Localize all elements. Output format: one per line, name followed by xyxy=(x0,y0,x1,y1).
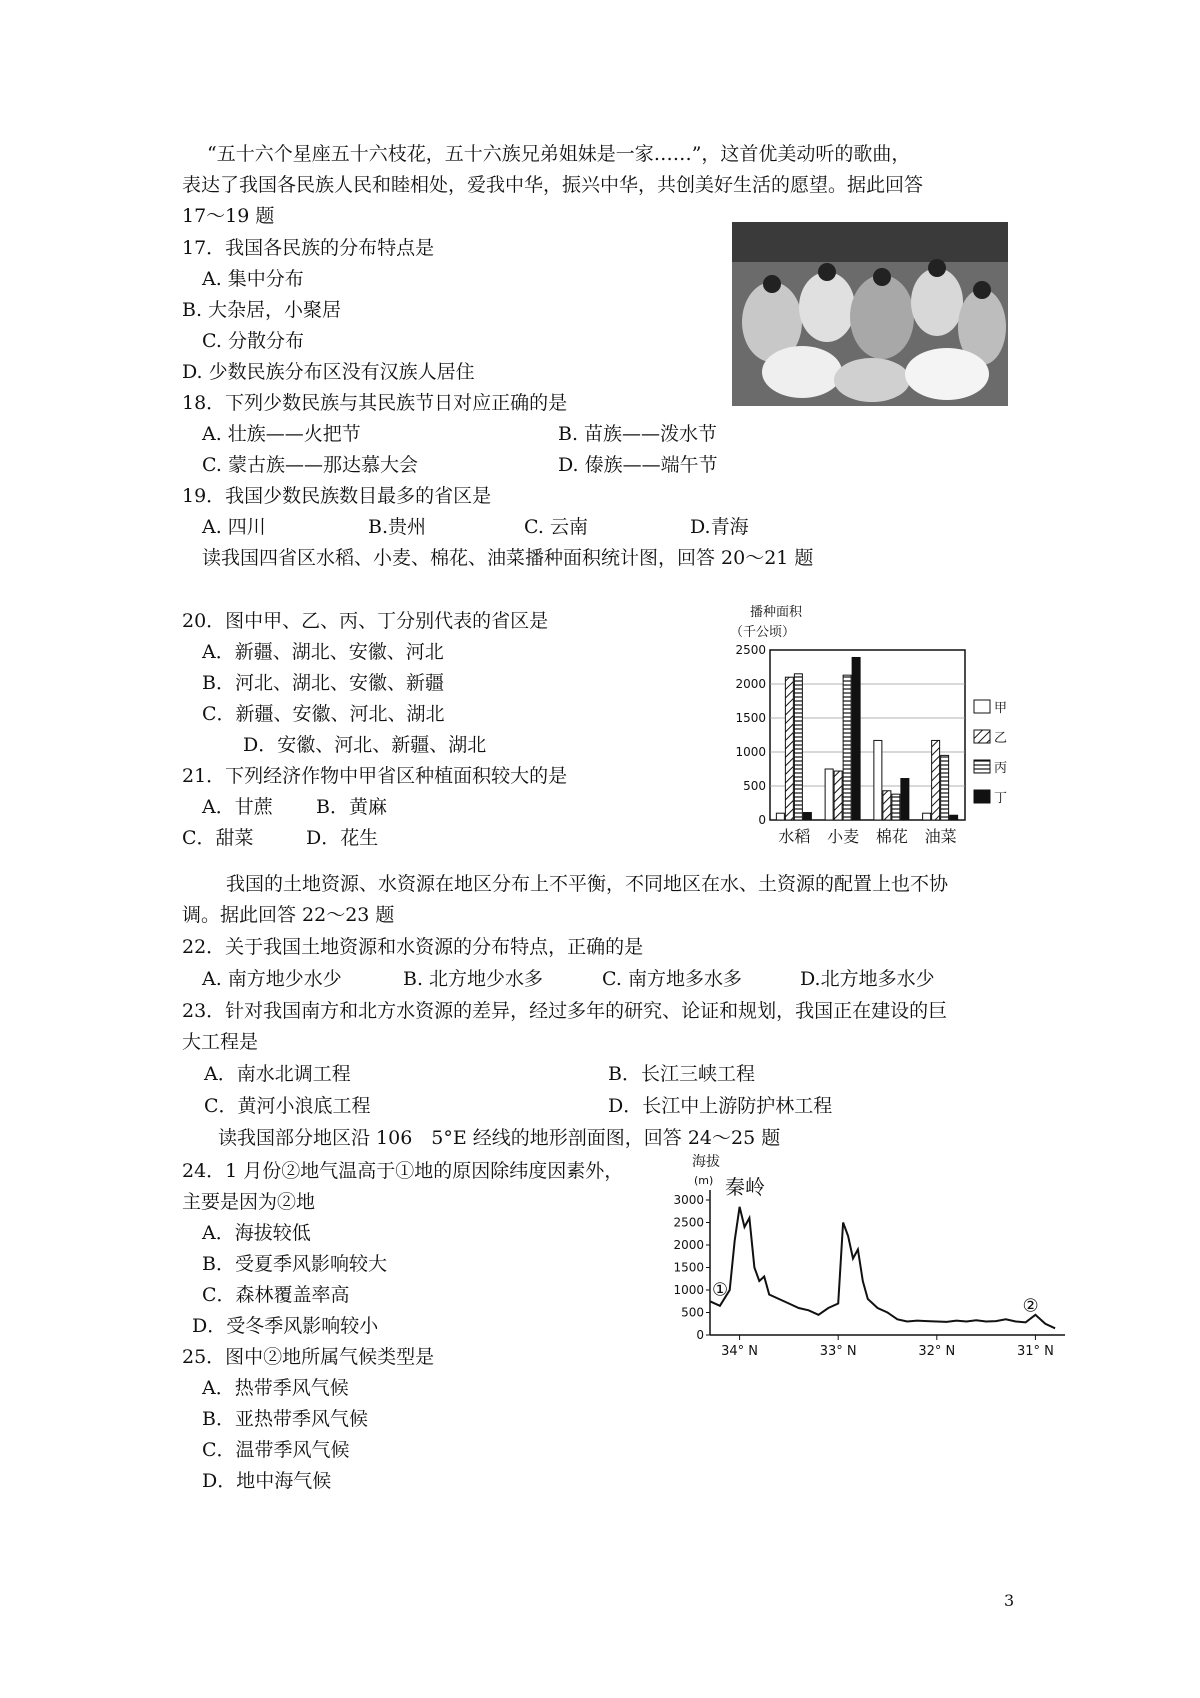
bar-乙-水稻 xyxy=(785,677,793,820)
q18-option-c: C. 蒙古族——那达慕大会 xyxy=(202,454,418,476)
profile-y-tick-label: 3000 xyxy=(673,1193,704,1207)
q24-stem-line-1: 24．1 月份②地气温高于①地的原因除纬度因素外， xyxy=(182,1160,624,1182)
bar-chart-category-label: 棉花 xyxy=(875,827,908,846)
q22-option-a: A. 南方地少水少 xyxy=(202,968,342,990)
bar-甲-棉花 xyxy=(874,740,882,820)
q20-stem: 20．图中甲、乙、丙、丁分别代表的省区是 xyxy=(182,610,549,632)
bar-chart-x-ticks xyxy=(778,827,956,846)
profile-y-tick-label: 2500 xyxy=(673,1215,704,1230)
intro-3-line-1: 我国的土地资源、水资源在地区分布上不平衡，不同地区在水、土资源的配置上也不协 xyxy=(226,873,949,895)
bar-丁-油菜 xyxy=(950,815,958,820)
q23-option-c: C．黄河小浪底工程 xyxy=(204,1095,371,1117)
profile-yunit: (m) xyxy=(694,1174,714,1187)
q17-option-d: D. 少数民族分布区没有汉族人居住 xyxy=(182,361,475,383)
q20-option-b: B．河北、湖北、安徽、新疆 xyxy=(202,672,444,694)
profile-axes xyxy=(706,1190,1065,1340)
bar-丁-水稻 xyxy=(803,813,811,820)
q17-option-b: B. 大杂居，小聚居 xyxy=(182,299,342,321)
profile-y-ticks xyxy=(673,1193,704,1342)
q19-option-c: C. 云南 xyxy=(524,516,588,538)
q18-option-b: B. 苗族——泼水节 xyxy=(558,423,718,445)
q23-stem-line-2: 大工程是 xyxy=(182,1031,259,1053)
q17-option-a: A. 集中分布 xyxy=(202,268,304,290)
profile-y-tick-label: 1000 xyxy=(673,1283,704,1297)
q25-option-d: D．地中海气候 xyxy=(202,1470,332,1492)
q25-option-c: C．温带季风气候 xyxy=(202,1439,350,1461)
profile-marker-1: ① xyxy=(712,1279,729,1301)
sowing-area-bar-chart xyxy=(730,600,1030,865)
q19-option-d: D.青海 xyxy=(690,516,749,538)
profile-x-tick-label: 32° N xyxy=(918,1344,956,1359)
bar-chart-y-tick-label: 1000 xyxy=(735,745,766,759)
profile-y-tick-label: 0 xyxy=(696,1328,704,1342)
q25-option-b: B．亚热带季风气候 xyxy=(202,1408,368,1430)
bar-丁-小麦 xyxy=(852,657,860,820)
intro-2: 读我国四省区水稻、小麦、棉花、油菜播种面积统计图，回答 20～21 题 xyxy=(202,547,814,569)
profile-y-tick-label: 2000 xyxy=(673,1238,704,1252)
bar-乙-棉花 xyxy=(883,791,891,820)
bar-甲-小麦 xyxy=(825,769,833,820)
intro-line-1: “五十六个星座五十六枝花，五十六族兄弟姐妹是一家……”，这首优美动听的歌曲， xyxy=(207,143,911,165)
q24-option-d: D．受冬季风影响较小 xyxy=(192,1315,379,1337)
legend-swatch-甲 xyxy=(974,700,990,713)
legend-label-丙: 丙 xyxy=(994,761,1008,776)
q21-stem: 21．下列经济作物中甲省区种植面积较大的是 xyxy=(182,765,568,787)
legend-swatch-丙 xyxy=(974,760,990,773)
q21-option-c: C．甜菜 xyxy=(182,827,254,849)
legend-swatch-丁 xyxy=(974,790,990,803)
intro-4: 读我国部分地区沿 106 5°E 经线的地形剖面图，回答 24～25 题 xyxy=(218,1127,781,1149)
q21-option-a: A．甘蔗 xyxy=(202,796,273,818)
profile-x-tick-label: 31° N xyxy=(1016,1344,1054,1359)
q24-option-c: C．森林覆盖率高 xyxy=(202,1284,350,1306)
bar-chart-yunit: （千公顷） xyxy=(730,625,796,640)
bar-chart-category-label: 油菜 xyxy=(924,827,957,846)
legend-label-丁: 丁 xyxy=(994,791,1008,806)
bar-丙-水稻 xyxy=(794,674,802,820)
q23-option-a: A．南水北调工程 xyxy=(204,1063,351,1085)
profile-x-ticks xyxy=(721,1344,1054,1359)
q24-option-a: A．海拔较低 xyxy=(202,1222,311,1244)
terrain-profile-chart xyxy=(650,1150,1070,1375)
q18-option-d: D. 傣族——端午节 xyxy=(558,454,718,476)
bar-丙-油菜 xyxy=(941,755,949,820)
bar-chart-legend xyxy=(974,700,1007,806)
bar-chart-y-tick-label: 2000 xyxy=(735,677,766,691)
bar-chart-category-label: 小麦 xyxy=(827,827,860,846)
q24-option-b: B．受夏季风影响较大 xyxy=(202,1253,387,1275)
q22-option-d: D.北方地多水少 xyxy=(800,968,935,990)
q25-stem: 25．图中②地所属气候类型是 xyxy=(182,1346,435,1368)
bar-chart-ylabel: 播种面积 xyxy=(750,605,803,620)
profile-ylabel: 海拔 xyxy=(692,1154,720,1170)
ethnic-groups-photo xyxy=(732,222,1008,406)
q17-option-c: C. 分散分布 xyxy=(202,330,304,352)
q25-option-a: A．热带季风气候 xyxy=(202,1377,349,1399)
q22-stem: 22．关于我国土地资源和水资源的分布特点，正确的是 xyxy=(182,936,644,958)
legend-label-甲: 甲 xyxy=(994,701,1008,716)
bar-乙-小麦 xyxy=(834,771,842,820)
profile-y-tick-label: 1500 xyxy=(673,1260,704,1275)
profile-x-tick-label: 33° N xyxy=(819,1344,857,1359)
q24-stem-line-2: 主要是因为②地 xyxy=(182,1191,316,1213)
profile-marker-2: ② xyxy=(1022,1295,1039,1317)
q20-option-c: C．新疆、安徽、河北、湖北 xyxy=(202,703,445,725)
bar-丙-小麦 xyxy=(843,675,851,820)
profile-y-tick-label: 500 xyxy=(681,1305,704,1320)
q18-option-a: A. 壮族——火把节 xyxy=(202,423,361,445)
intro-line-3: 17～19 题 xyxy=(182,205,275,227)
bar-chart-y-tick-label: 1500 xyxy=(735,711,766,725)
bar-甲-水稻 xyxy=(776,813,784,820)
bar-丁-棉花 xyxy=(901,779,909,820)
q20-option-a: A．新疆、湖北、安徽、河北 xyxy=(202,641,444,663)
bar-chart-category-label: 水稻 xyxy=(778,827,811,846)
profile-elevation-line xyxy=(710,1207,1055,1329)
page-number: 3 xyxy=(1004,1591,1015,1610)
bar-甲-油菜 xyxy=(923,813,931,820)
q18-stem: 18．下列少数民族与其民族节日对应正确的是 xyxy=(182,392,568,414)
bar-chart-y-tick-label: 0 xyxy=(758,813,766,827)
q19-stem: 19．我国少数民族数目最多的省区是 xyxy=(182,485,492,507)
bar-丙-棉花 xyxy=(892,794,900,820)
legend-swatch-乙 xyxy=(974,730,990,743)
intro-3-line-2: 调。据此回答 22～23 题 xyxy=(182,904,395,926)
bar-chart-bars xyxy=(776,657,957,820)
q23-option-b: B．长江三峡工程 xyxy=(608,1063,755,1085)
profile-peak-label: 秦岭 xyxy=(725,1175,765,1199)
q23-option-d: D．长江中上游防护林工程 xyxy=(608,1095,833,1117)
q19-option-b: B.贵州 xyxy=(368,516,427,538)
q20-option-d: D．安徽、河北、新疆、湖北 xyxy=(243,734,487,756)
q21-option-d: D．花生 xyxy=(306,827,379,849)
q17-stem: 17．我国各民族的分布特点是 xyxy=(182,237,435,259)
q22-option-c: C. 南方地多水多 xyxy=(602,968,742,990)
q22-option-b: B. 北方地少水多 xyxy=(403,968,544,990)
legend-label-乙: 乙 xyxy=(994,731,1008,746)
q23-stem-line-1: 23．针对我国南方和北方水资源的差异，经过多年的研究、论证和规划，我国正在建设的巨 xyxy=(182,1000,948,1022)
bar-chart-y-ticks xyxy=(735,643,766,827)
q21-option-b: B．黄麻 xyxy=(316,796,387,818)
q19-option-a: A. 四川 xyxy=(202,516,266,538)
bar-乙-油菜 xyxy=(932,740,940,820)
bar-chart-y-tick-label: 2500 xyxy=(735,643,766,657)
intro-line-2: 表达了我国各民族人民和睦相处，爱我中华，振兴中华，共创美好生活的愿望。据此回答 xyxy=(182,174,924,196)
bar-chart-y-tick-label: 500 xyxy=(743,779,766,793)
profile-x-tick-label: 34° N xyxy=(721,1344,759,1359)
